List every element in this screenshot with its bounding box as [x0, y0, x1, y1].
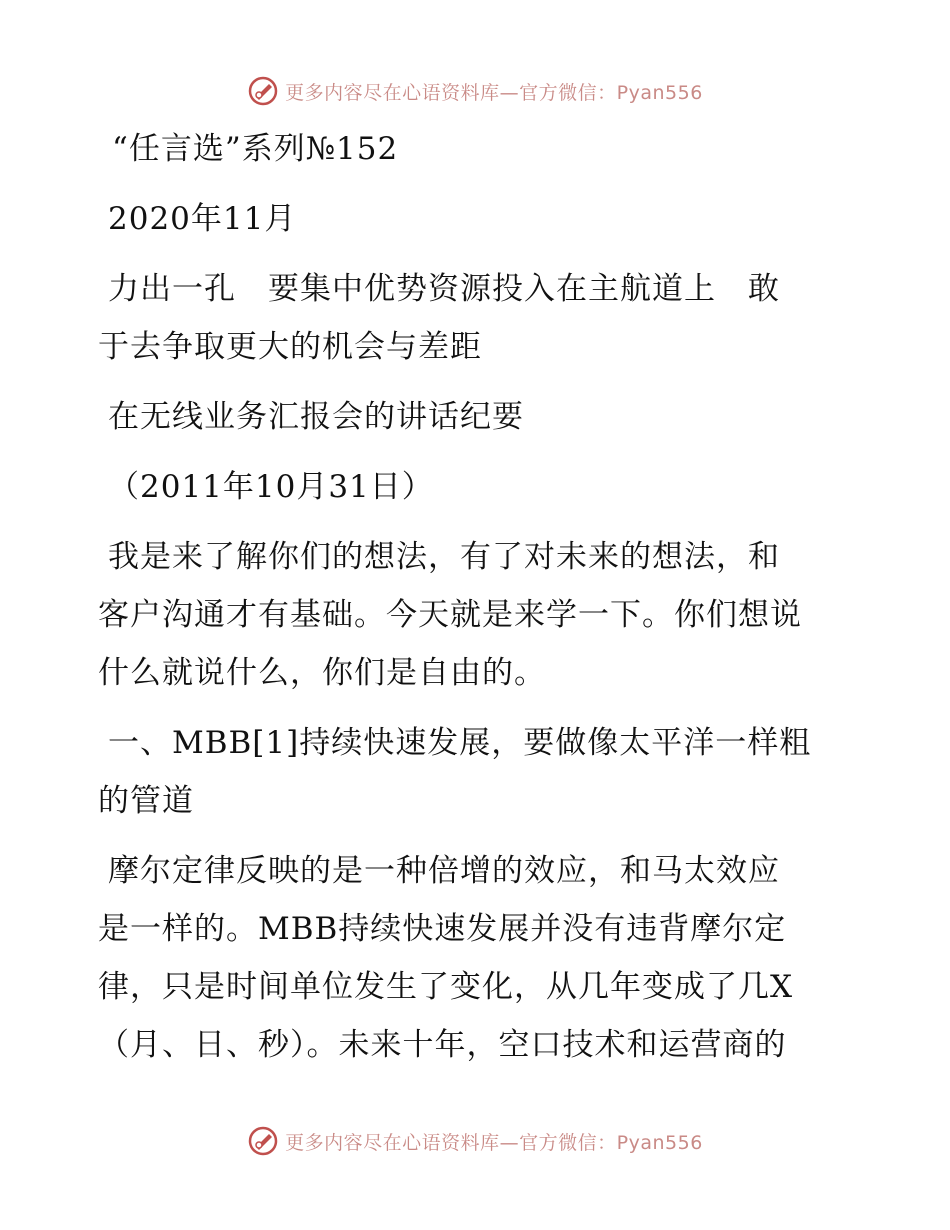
paragraph-2-line-1: 摩尔定律反映的是一种倍增的效应，和马太效应 [108, 853, 780, 889]
series-label: “任言选”系列№152 [112, 131, 399, 167]
brand-logo-icon [247, 75, 279, 107]
watermark-text: 更多内容尽在心语资料库—官方微信：Pyan556 [285, 1131, 703, 1154]
document-title-line-1: 力出一孔 要集中优势资源投入在主航道上 敢 [108, 271, 780, 307]
speech-date: （2011年10月31日） [108, 469, 434, 505]
paragraph-1-line-3: 什么就说什么，你们是自由的。 [98, 655, 546, 691]
document-body [98, 120, 858, 1074]
watermark-footer [0, 1121, 950, 1161]
paragraph-2-line-3: 律，只是时间单位发生了变化，从几年变成了几X [98, 969, 794, 1005]
section-heading-1-line-2: 的管道 [98, 783, 194, 819]
brand-logo-icon [247, 1125, 279, 1157]
paragraph-2-line-4: （月、日、秒）。未来十年，空口技术和运营商的 [98, 1027, 787, 1063]
document-date: 2020年11月 [108, 201, 297, 237]
watermark-header [0, 71, 950, 111]
document-title-line-2: 于去争取更大的机会与差距 [98, 329, 482, 365]
section-heading-1-line-1: 一、MBB[1]持续快速发展，要做像太平洋一样粗 [108, 725, 812, 761]
paragraph-2-line-2: 是一样的。MBB持续快速发展并没有违背摩尔定 [98, 911, 787, 947]
paragraph-1-line-1: 我是来了解你们的想法，有了对未来的想法，和 [108, 539, 780, 575]
paragraph-1-line-2: 客户沟通才有基础。今天就是来学一下。你们想说 [98, 597, 802, 633]
watermark-text: 更多内容尽在心语资料库—官方微信：Pyan556 [285, 81, 703, 104]
document-subtitle: 在无线业务汇报会的讲话纪要 [108, 399, 524, 435]
